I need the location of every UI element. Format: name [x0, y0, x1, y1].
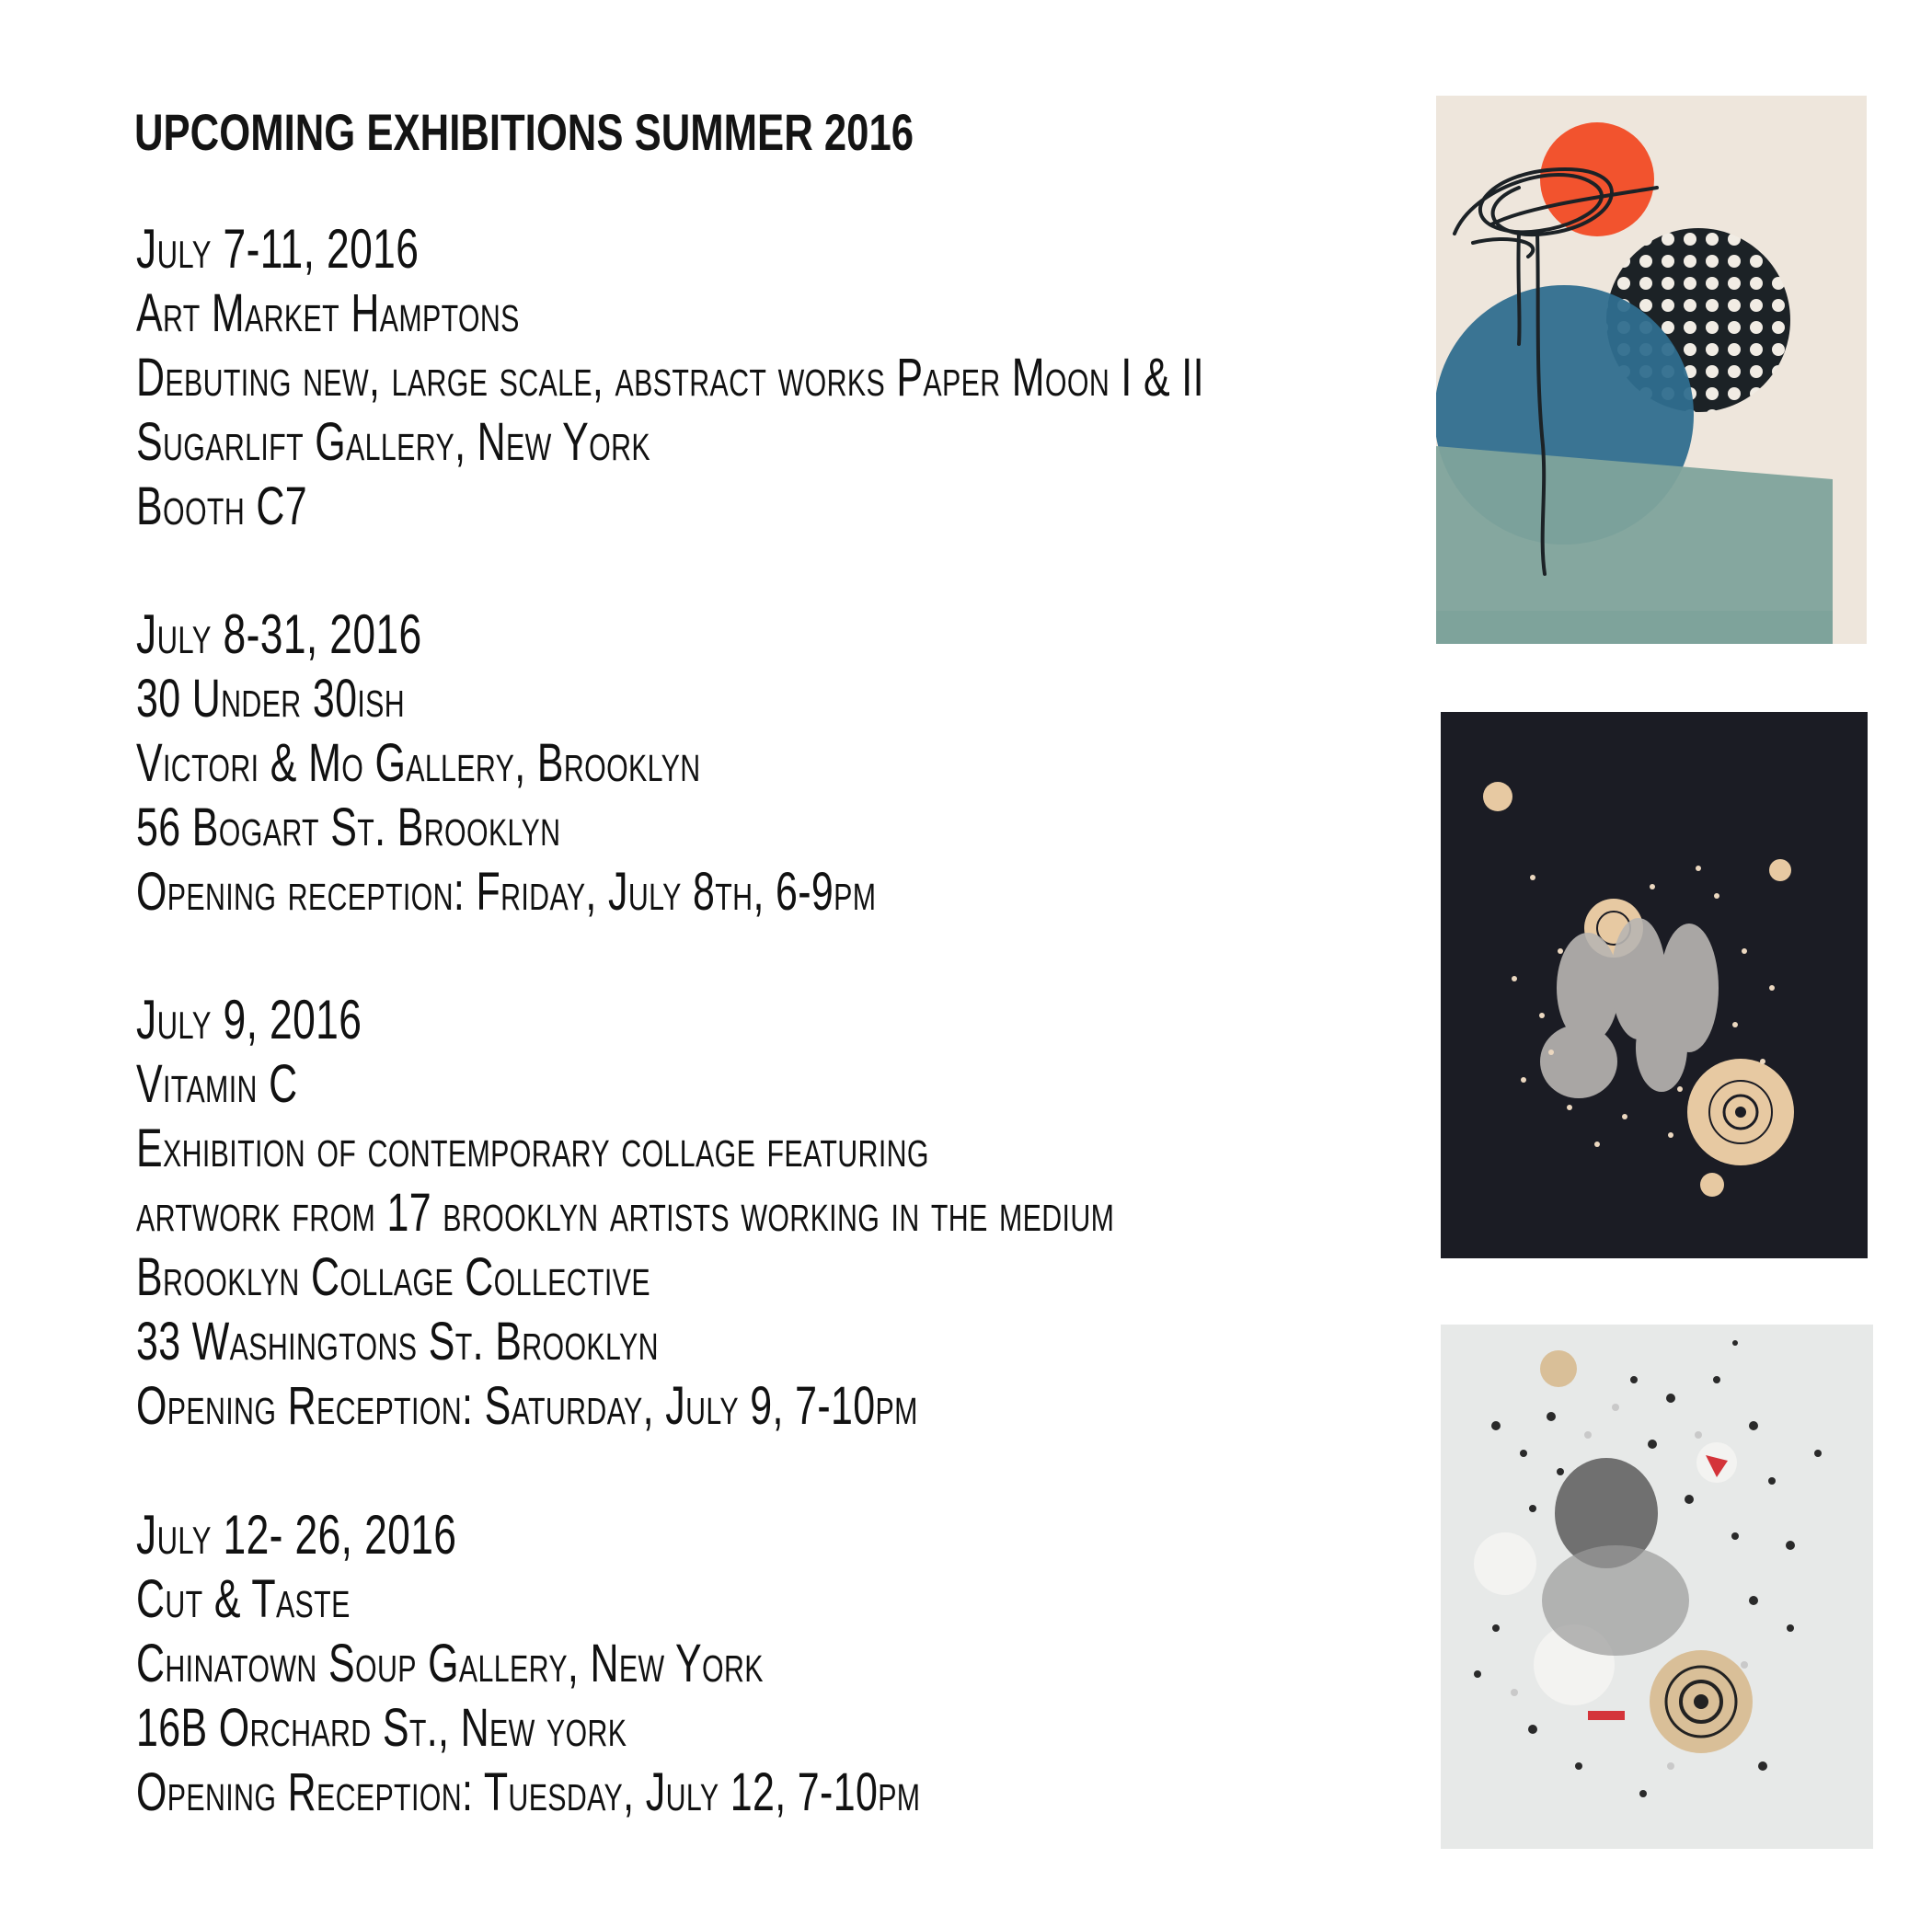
exhibition-title: Vitamin C [136, 1054, 298, 1114]
night-sky-artwork [1441, 712, 1868, 1258]
paper-moon-artwork [1436, 96, 1867, 644]
exhibition-venue: Brooklyn Collage Collective [136, 1247, 650, 1307]
exhibition-title: Cut & Taste [136, 1569, 351, 1629]
exhibition-entry [136, 988, 1608, 1439]
exhibition-venue: Sugarlift Gallery, New York [136, 412, 651, 472]
exhibition-date: July 7-11, 2016 [136, 218, 420, 280]
exhibition-reception: Opening reception: Friday, July 8th, 6-9pm [136, 862, 877, 922]
exhibition-address: 56 Bogart St. Brooklyn [136, 797, 561, 857]
exhibition-detail: Booth C7 [136, 476, 308, 536]
exhibition-date: July 9, 2016 [136, 989, 362, 1050]
exhibition-detail: Exhibition of contemporary collage featuring [136, 1119, 929, 1178]
exhibition-reception: Opening Reception: Saturday, July 9, 7-10pm [136, 1376, 918, 1436]
exhibition-entry [136, 1503, 1608, 1825]
page-title: UPCOMING EXHIBITIONS SUMMER 2016 [134, 103, 914, 161]
exhibition-venue: Chinatown Soup Gallery, New York [136, 1634, 764, 1693]
exhibition-address: 33 Washingtons St. Brooklyn [136, 1312, 659, 1371]
exhibition-date: July 8-31, 2016 [136, 603, 422, 665]
exhibition-title: 30 Under 30ish [136, 669, 406, 729]
exhibition-address: 16B Orchard St., New york [136, 1698, 627, 1758]
exhibition-title: Art Market Hamptons [136, 283, 520, 343]
exhibition-entry [136, 217, 1608, 539]
exhibition-detail: Debuting new, large scale, abstract works Paper Moon I & II [136, 348, 1204, 407]
exhibition-entry [136, 602, 1608, 924]
exhibition-venue: Victori & Mo Gallery, Brooklyn [136, 733, 701, 793]
confetti-artwork [1441, 1325, 1873, 1849]
exhibition-detail: artwork from 17 brooklyn artists working in the medium [136, 1183, 1115, 1243]
exhibition-reception: Opening Reception: Tuesday, July 12, 7-10pm [136, 1762, 921, 1822]
exhibition-date: July 12- 26, 2016 [136, 1504, 457, 1566]
